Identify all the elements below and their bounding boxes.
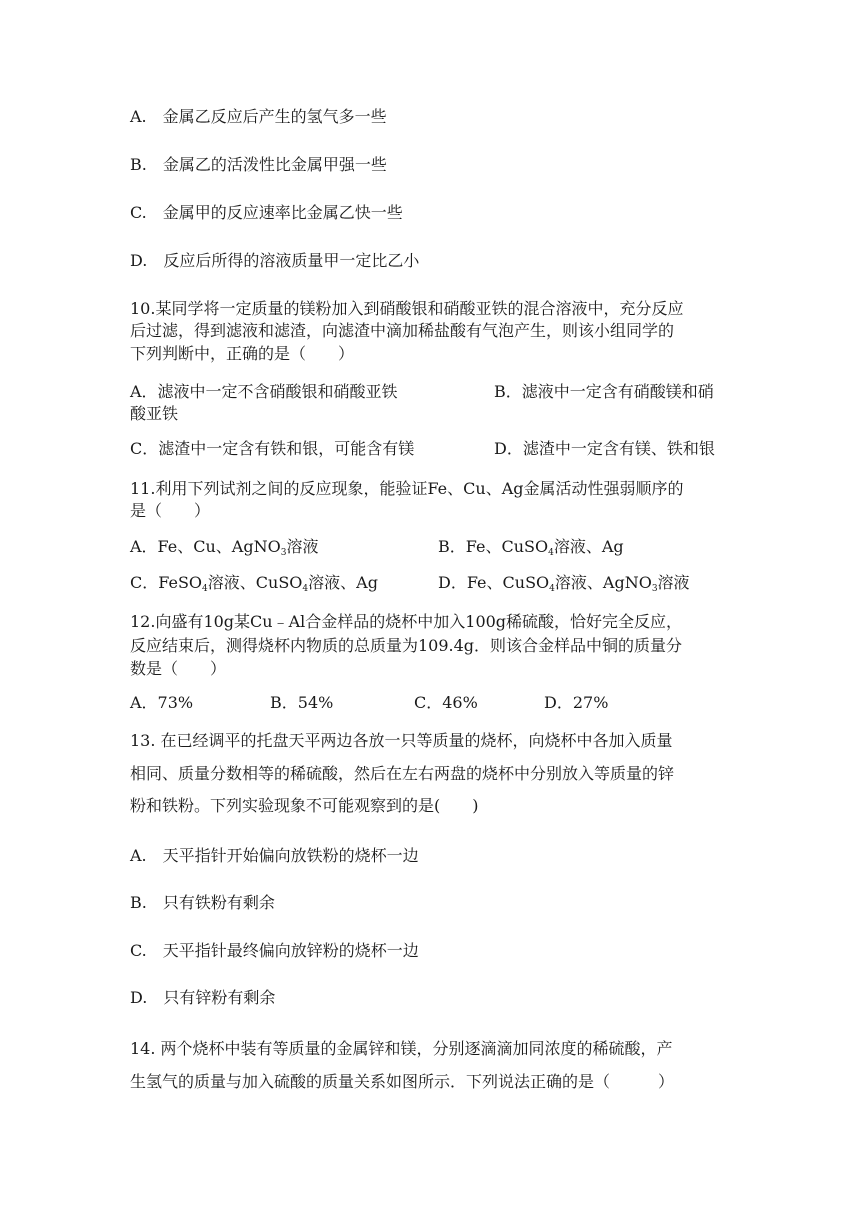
q9-option-a: A. 金属乙反应后产生的氢气多一些	[130, 107, 387, 126]
q11-option-c	[130, 572, 378, 600]
q12-stem-line-3: 数是（ ）	[130, 659, 227, 678]
q13-option-a: A. 天平指针开始偏向放铁粉的烧杯一边	[130, 846, 419, 865]
q11-option-b	[438, 536, 624, 564]
q12-option-a: A．73%	[130, 693, 194, 712]
q13-option-b: B. 只有铁粉有剩余	[130, 893, 275, 912]
q11-stem-line-2: 是（ ）	[130, 501, 211, 520]
q13-stem-line-2: 相同、质量分数相等的稀硫酸，然后在左右两盘的烧杯中分别放入等质量的锌	[130, 764, 675, 783]
q14-stem-line-2: 生氢气的质量与加入硫酸的质量关系如图所示．下列说法正确的是（ ）	[130, 1072, 675, 1091]
q11-b-pre: B．Fe、CuSO	[438, 537, 549, 556]
q11-a-pre: A．Fe、Cu、AgNO	[130, 537, 281, 556]
q10-option-c: C．滤渣中一定含有铁和银，可能含有镁	[130, 439, 415, 458]
q10-stem-line-1: 10.某同学将一定质量的镁粉加入到硝酸银和硝酸亚铁的混合溶液中，充分反应	[130, 299, 684, 318]
q14-stem-line-1: 14. 两个烧杯中装有等质量的金属锌和镁，分别逐滴滴加同浓度的稀硫酸，产	[130, 1039, 673, 1058]
q9-option-d: D. 反应后所得的溶液质量甲一定比乙小	[130, 251, 420, 270]
q11-a-sub: 3	[280, 548, 287, 558]
q9-option-b: B. 金属乙的活泼性比金属甲强一些	[130, 155, 387, 174]
q10-stem-line-3: 下列判断中，正确的是（ ）	[130, 344, 355, 363]
q10-stem-line-2: 后过滤，得到滤液和滤渣，向滤渣中滴加稀盐酸有气泡产生，则该小组同学的	[130, 321, 675, 340]
q13-stem-line-1: 13. 在已经调平的托盘天平两边各放一只等质量的烧杯，向烧杯中各加入质量	[130, 731, 673, 750]
q11-c-post: 溶液、Ag	[308, 573, 378, 592]
q11-c-sub2: 4	[302, 584, 309, 594]
q11-d-sub2: 3	[651, 584, 658, 594]
q11-d-sub1: 4	[549, 584, 555, 594]
q11-b-sub: 4	[548, 548, 554, 558]
q11-d-mid: 溶液、AgNO	[554, 573, 652, 592]
q12-stem-line-1: 12.向盛有10g某Cu﹣Al合金样品的烧杯中加入100g稀硫酸，恰好完全反应，	[130, 612, 683, 631]
q12-stem-line-2: 反应结束后，测得烧杯内物质的总质量为109.4g．则该合金样品中铜的质量分	[130, 636, 683, 655]
q11-stem-line-1: 11.利用下列试剂之间的反应现象，能验证Fe、Cu、Ag金属活动性强弱顺序的	[130, 479, 684, 498]
q12-option-c: C．46%	[414, 693, 478, 712]
q11-c-pre: C．FeSO	[130, 573, 203, 592]
q13-stem-line-3: 粉和铁粉。下列实验现象不可能观察到的是( )	[130, 796, 479, 815]
q11-d-pre: D．Fe、CuSO	[438, 573, 550, 592]
q11-d-post: 溶液	[657, 573, 690, 592]
q11-option-a	[130, 536, 318, 564]
q10-option-b-continued: 酸亚铁	[130, 404, 179, 423]
q12-option-b: B．54%	[270, 693, 334, 712]
q9-option-c: C. 金属甲的反应速率比金属乙快一些	[130, 203, 403, 222]
q10-option-d: D．滤渣中一定含有镁、铁和银	[494, 439, 715, 458]
q13-option-c: C. 天平指针最终偏向放锌粉的烧杯一边	[130, 941, 419, 960]
q13-option-d: D. 只有锌粉有剩余	[130, 988, 276, 1007]
q10-option-b: B．滤液中一定含有硝酸镁和硝	[494, 382, 714, 401]
q11-b-post: 溶液、Ag	[553, 537, 624, 556]
q10-option-a: A．滤液中一定不含硝酸银和硝酸亚铁	[130, 382, 398, 401]
q11-c-mid: 溶液、CuSO	[207, 573, 303, 592]
q12-option-d: D．27%	[544, 693, 609, 712]
q11-c-sub1: 4	[202, 584, 208, 594]
q11-option-d	[438, 572, 690, 600]
q11-a-post: 溶液	[286, 537, 319, 556]
